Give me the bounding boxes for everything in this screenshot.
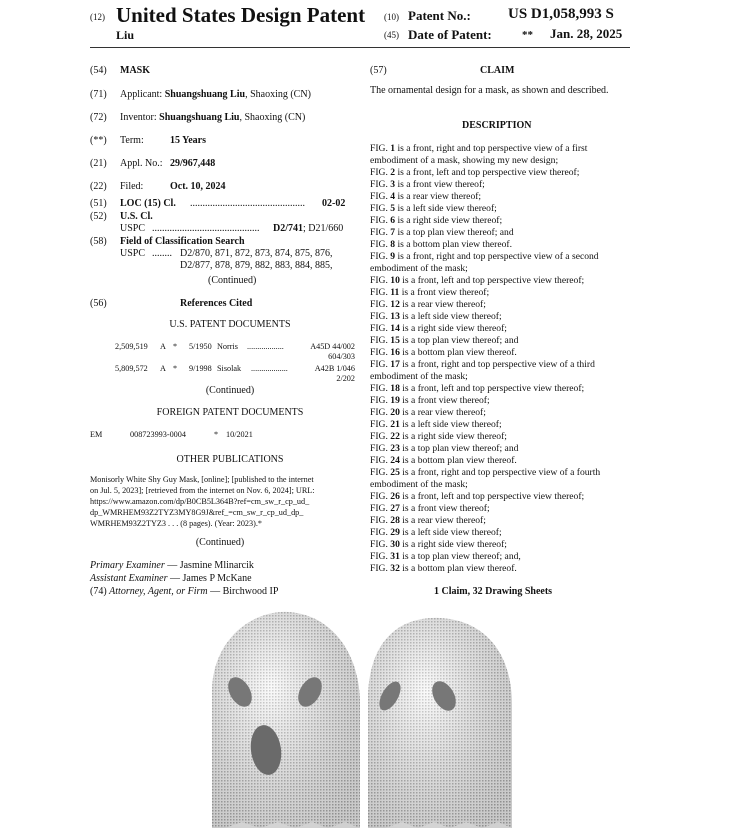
- foreign-num: 008723993-0004: [130, 430, 186, 439]
- code-71: (71): [90, 89, 107, 100]
- fig-description: is a top plan view thereof; and: [399, 335, 519, 346]
- us-ref-row: 5,809,572 A * 9/1998 Sisolak .................. A42B 1/046 2/202: [115, 364, 355, 383]
- fig-prefix: FIG.: [370, 323, 391, 334]
- fig-description: is a front view thereof;: [399, 395, 490, 406]
- fig-prefix: FIG.: [370, 503, 391, 514]
- description-line: [370, 203, 635, 215]
- fig-number: 15: [390, 335, 400, 346]
- code-12: (12): [90, 12, 105, 22]
- foreign-country: EM: [90, 430, 103, 439]
- pub-line: dp_WMRHEM93Z2TYZ3MY8G9J&ref_=cm_sw_r_cp_ud_dp_: [90, 508, 304, 517]
- inventor-short: Liu: [116, 28, 135, 42]
- code-57: (57): [370, 65, 387, 76]
- code-21: (21): [90, 158, 107, 169]
- description-line: [370, 155, 635, 167]
- left-mask: [212, 612, 360, 828]
- fig-description: is a right side view thereof;: [395, 215, 503, 226]
- fig-description: is a right side view thereof;: [399, 539, 507, 550]
- fig-prefix: FIG.: [370, 167, 391, 178]
- uscl-value: D2/741: [273, 223, 303, 234]
- fig-prefix: FIG.: [370, 335, 391, 346]
- foreign-docs-heading: FOREIGN PATENT DOCUMENTS: [156, 407, 304, 418]
- fig-number: 9: [390, 251, 396, 262]
- code-72: (72): [90, 112, 107, 123]
- code-56: (56): [90, 298, 107, 309]
- description-line: [370, 179, 635, 191]
- fig-description: is a bottom plan view thereof.: [399, 455, 517, 466]
- ref-date: 5/1950: [189, 342, 212, 351]
- fig-description: is a top plan view thereof; and,: [399, 551, 521, 562]
- refs-heading: References Cited: [180, 298, 253, 309]
- uscl-rest: ; D21/660: [303, 223, 344, 234]
- fig-description: is a front, left and top perspective view thereof;: [395, 167, 580, 178]
- fig-description: embodiment of a mask, showing my new design;: [370, 155, 559, 166]
- fig-description: is a rear view thereof;: [399, 407, 486, 418]
- fig-number: 19: [390, 395, 400, 406]
- description-line: [370, 443, 635, 455]
- patent-date: Jan. 28, 2025: [550, 26, 623, 41]
- pub-line: WMRHEM93Z2TYZ3 . . . (8 pages). (Year: 2023).*: [90, 519, 262, 528]
- fig-description: is a front view thereof;: [399, 503, 490, 514]
- mask-figure: [200, 600, 530, 828]
- description-line: [370, 167, 635, 179]
- ref-kind: A: [160, 364, 166, 373]
- primary-examiner: [90, 560, 370, 572]
- fig-prefix: FIG.: [370, 299, 391, 310]
- fig-description: embodiment of the mask;: [370, 371, 468, 382]
- fig-number: 18: [390, 383, 400, 394]
- fig-description: is a front, right and top perspective view of a second: [395, 251, 599, 262]
- fig-prefix: FIG.: [370, 527, 391, 538]
- description-line: [370, 479, 635, 491]
- fig-prefix: FIG.: [370, 383, 391, 394]
- fig-number: 17: [390, 359, 400, 370]
- description-line: [370, 251, 635, 263]
- description-line: [370, 551, 635, 563]
- fig-description: is a left side view thereof;: [395, 203, 497, 214]
- description-line: [370, 383, 635, 395]
- fig-prefix: FIG.: [370, 275, 391, 286]
- ref-class2: 604/303: [328, 352, 355, 361]
- ref-class2: 2/202: [336, 374, 355, 383]
- fig-number: 32: [390, 563, 400, 574]
- description-line: [370, 359, 635, 371]
- fig-description: is a bottom plan view thereof.: [395, 239, 513, 250]
- fig-description: is a left side view thereof;: [399, 419, 502, 430]
- claims-summary: 1 Claim, 32 Drawing Sheets: [434, 586, 553, 597]
- claim-text: The ornamental design for a mask, as shown and described.: [370, 85, 609, 96]
- fig-description: is a rear view thereof;: [395, 191, 482, 202]
- ref-name: Sisolak: [217, 364, 242, 373]
- description-line: [370, 287, 635, 299]
- field-line1: D2/870, 871, 872, 873, 874, 875, 876,: [180, 248, 333, 259]
- attorney: [90, 586, 370, 598]
- fig-prefix: FIG.: [370, 539, 391, 550]
- header-rule: [90, 47, 630, 48]
- fig-number: 13: [390, 311, 400, 322]
- ref-num: 5,809,572: [115, 364, 148, 373]
- description-line: [370, 455, 635, 467]
- description-line: [370, 467, 635, 479]
- fig-description: is a rear view thereof;: [399, 299, 486, 310]
- primary-examiner-label: Primary Examiner: [90, 560, 165, 571]
- inventor-label: Inventor:: [120, 112, 157, 123]
- attorney-name: — Birchwood IP: [207, 586, 279, 597]
- fig-description: is a rear view thereof;: [399, 515, 486, 526]
- fig-prefix: FIG.: [370, 431, 391, 442]
- fig-prefix: FIG.: [370, 407, 391, 418]
- description-line: [370, 563, 635, 575]
- fig-description: is a front, right and top perspective view of a third: [399, 359, 595, 370]
- uscl-dots: ...........................................: [152, 223, 260, 234]
- description-line: [370, 347, 635, 359]
- fig-description: is a front view thereof;: [399, 287, 490, 298]
- foreign-star: *: [214, 430, 219, 439]
- description-line: [370, 311, 635, 323]
- fig-description: is a front, left and top perspective view thereof;: [399, 383, 585, 394]
- patent-number: US D1,058,993 S: [508, 6, 614, 22]
- fig-description: is a front view thereof;: [395, 179, 485, 190]
- assistant-examiner-label: Assistant Examiner: [90, 573, 168, 584]
- applicant-name: Shuangshuang Liu: [164, 89, 246, 100]
- fig-description: is a right side view thereof;: [399, 431, 507, 442]
- fig-prefix: FIG.: [370, 347, 391, 358]
- fig-description: is a left side view thereof;: [399, 527, 502, 538]
- ghost-mask-drawing-icon: [200, 600, 530, 828]
- fig-prefix: FIG.: [370, 551, 391, 562]
- filed-value: Oct. 10, 2024: [170, 181, 226, 192]
- term-value: 15 Years: [170, 135, 207, 146]
- field-continued: (Continued): [208, 275, 257, 286]
- description-line: [370, 515, 635, 527]
- fig-prefix: FIG.: [370, 515, 391, 526]
- code-54: (54): [90, 65, 107, 76]
- description-line: [370, 215, 635, 227]
- fig-number: 24: [390, 455, 400, 466]
- fig-number: 27: [390, 503, 400, 514]
- fig-number: 21: [390, 419, 400, 430]
- fig-prefix: FIG.: [370, 239, 391, 250]
- fig-prefix: FIG.: [370, 179, 391, 190]
- fig-prefix: FIG.: [370, 359, 391, 370]
- description-line: [370, 263, 635, 275]
- appl-label: Appl. No.:: [120, 158, 163, 169]
- us-ref-row: 2,509,519 A * 5/1950 Norris .................. A45D 44/002 604/303: [115, 342, 355, 361]
- inventor-name: Shuangshuang Liu: [159, 112, 240, 123]
- applicant-label: Applicant:: [120, 89, 163, 100]
- assistant-examiner: [90, 573, 370, 585]
- fig-prefix: FIG.: [370, 251, 391, 262]
- fig-number: 20: [390, 407, 400, 418]
- fig-number: 28: [390, 515, 400, 526]
- fig-description: is a top plan view thereof; and: [399, 443, 519, 454]
- code-51: (51): [90, 198, 107, 209]
- fig-prefix: FIG.: [370, 467, 391, 478]
- loc-value: 02-02: [322, 198, 346, 209]
- code-22: (22): [90, 181, 107, 192]
- fig-number: 12: [390, 299, 400, 310]
- loc-label: LOC (15) Cl.: [120, 198, 176, 209]
- ref-name: Norris: [217, 342, 238, 351]
- ref-class: A45D 44/002: [310, 342, 355, 351]
- assistant-examiner-name: — James P McKane: [167, 573, 252, 584]
- field-label: Field of Classification Search: [120, 236, 245, 247]
- description-line: [370, 239, 635, 251]
- fig-prefix: FIG.: [370, 491, 391, 502]
- description-line: [370, 191, 635, 203]
- fig-description: is a front, right and top perspective view of a first: [395, 143, 588, 154]
- fig-description: is a left side view thereof;: [399, 311, 502, 322]
- fig-number: 31: [390, 551, 400, 562]
- right-mask: [368, 618, 512, 828]
- invention-title: MASK: [120, 65, 150, 76]
- description-line: [370, 395, 635, 407]
- fig-number: 3: [390, 179, 396, 190]
- fig-number: 8: [390, 239, 396, 250]
- fig-prefix: FIG.: [370, 395, 391, 406]
- description-line: [370, 323, 635, 335]
- appl-value: 29/967,448: [170, 158, 216, 169]
- fig-number: 30: [390, 539, 400, 550]
- refs-continued: (Continued): [205, 385, 255, 396]
- fig-number: 5: [390, 203, 396, 214]
- fig-number: 4: [390, 191, 396, 202]
- fig-prefix: FIG.: [370, 455, 391, 466]
- description-line: [370, 143, 635, 155]
- description-list: [370, 143, 635, 575]
- fig-description: is a bottom plan view thereof.: [399, 347, 517, 358]
- description-line: [370, 503, 635, 515]
- ref-class: A42B 1/046: [314, 364, 355, 373]
- uscl-sub: USPC: [120, 223, 146, 234]
- date-label: Date of Patent:: [408, 27, 492, 42]
- fig-number: 2: [390, 167, 396, 178]
- description-line: [370, 527, 635, 539]
- fig-prefix: FIG.: [370, 563, 391, 574]
- primary-examiner-name: — Jasmine Mlinarcik: [164, 560, 254, 571]
- fig-prefix: FIG.: [370, 143, 391, 154]
- fig-description: is a right side view thereof;: [399, 323, 507, 334]
- description-line: [370, 431, 635, 443]
- fig-description: is a front, left and top perspective view thereof;: [399, 491, 585, 502]
- fig-number: 23: [390, 443, 400, 454]
- foreign-date: 10/2021: [226, 430, 253, 439]
- fig-number: 22: [390, 431, 400, 442]
- ref-kind: A: [160, 342, 166, 351]
- fig-number: 26: [390, 491, 400, 502]
- fig-number: 7: [390, 227, 396, 238]
- filed-label: Filed:: [120, 181, 144, 192]
- code-term: (**): [90, 135, 107, 146]
- description-line: [370, 407, 635, 419]
- field-line2: D2/877, 878, 879, 882, 883, 884, 885,: [180, 260, 333, 271]
- pub-line: https://www.amazon.com/dp/B0CB5L364B?ref=cm_sw_r_cp_ud_: [90, 497, 310, 506]
- code-52: (52): [90, 211, 107, 222]
- description-line: [370, 299, 635, 311]
- pubs-continued: (Continued): [195, 537, 245, 548]
- description-line: [370, 419, 635, 431]
- description-line: [370, 491, 635, 503]
- description-line: [370, 275, 635, 287]
- fig-description: embodiment of the mask;: [370, 479, 468, 490]
- fig-description: is a front, right and top perspective view of a fourth: [399, 467, 601, 478]
- description-line: [370, 539, 635, 551]
- fig-prefix: FIG.: [370, 287, 391, 298]
- fig-number: 25: [390, 467, 400, 478]
- us-ref-list: [115, 341, 355, 385]
- fig-prefix: FIG.: [370, 227, 391, 238]
- ref-star: *: [173, 364, 178, 373]
- field-dots: ........: [152, 248, 172, 259]
- attorney-label: Attorney, Agent, or Firm: [109, 586, 208, 597]
- other-pubs-heading: OTHER PUBLICATIONS: [176, 454, 284, 465]
- fig-prefix: FIG.: [370, 215, 391, 226]
- fig-prefix: FIG.: [370, 419, 391, 430]
- ref-date: 9/1998: [189, 364, 212, 373]
- fig-number: 6: [390, 215, 396, 226]
- fig-number: 1: [390, 143, 396, 154]
- applicant-location: , Shaoxing (CN): [245, 89, 311, 100]
- pub-line: on Jul. 5, 2023]; [retrieved from the internet on Nov. 6, 2024]; URL:: [90, 486, 315, 495]
- claim-heading: CLAIM: [480, 65, 515, 76]
- ref-star: *: [173, 342, 178, 351]
- fig-number: 16: [390, 347, 400, 358]
- description-line: [370, 371, 635, 383]
- fig-description: is a top plan view thereof; and: [395, 227, 514, 238]
- fig-description: is a bottom plan view thereof.: [399, 563, 517, 574]
- us-docs-heading: U.S. PATENT DOCUMENTS: [169, 319, 291, 330]
- fig-prefix: FIG.: [370, 311, 391, 322]
- date-marker: **: [522, 29, 533, 41]
- term-label: Term:: [120, 135, 144, 146]
- fig-number: 10: [390, 275, 400, 286]
- fig-number: 11: [390, 287, 400, 298]
- fig-prefix: FIG.: [370, 443, 391, 454]
- code-74: (74): [90, 586, 107, 597]
- fig-prefix: FIG.: [370, 203, 391, 214]
- inventor-location: , Shaoxing (CN): [239, 112, 306, 123]
- code-58: (58): [90, 236, 107, 247]
- fig-number: 29: [390, 527, 400, 538]
- ref-num: 2,509,519: [115, 342, 148, 351]
- pub-line: Monisorly White Shy Guy Mask, [online]; [published to the internet: [90, 475, 314, 484]
- fig-number: 14: [390, 323, 400, 334]
- field-sub: USPC: [120, 248, 146, 259]
- description-heading: DESCRIPTION: [462, 120, 532, 131]
- patent-no-label: Patent No.:: [408, 8, 471, 23]
- fig-description: is a front, left and top perspective view thereof;: [399, 275, 585, 286]
- code-45: (45): [384, 30, 399, 40]
- description-line: [370, 335, 635, 347]
- other-pubs-text: [90, 474, 365, 529]
- uscl-label: U.S. Cl.: [120, 211, 153, 222]
- description-line: [370, 227, 635, 239]
- fig-prefix: FIG.: [370, 191, 391, 202]
- loc-dots: ..............................................: [190, 198, 305, 209]
- code-10: (10): [384, 12, 399, 22]
- fig-description: embodiment of the mask;: [370, 263, 468, 274]
- patent-title: United States Design Patent: [116, 3, 366, 27]
